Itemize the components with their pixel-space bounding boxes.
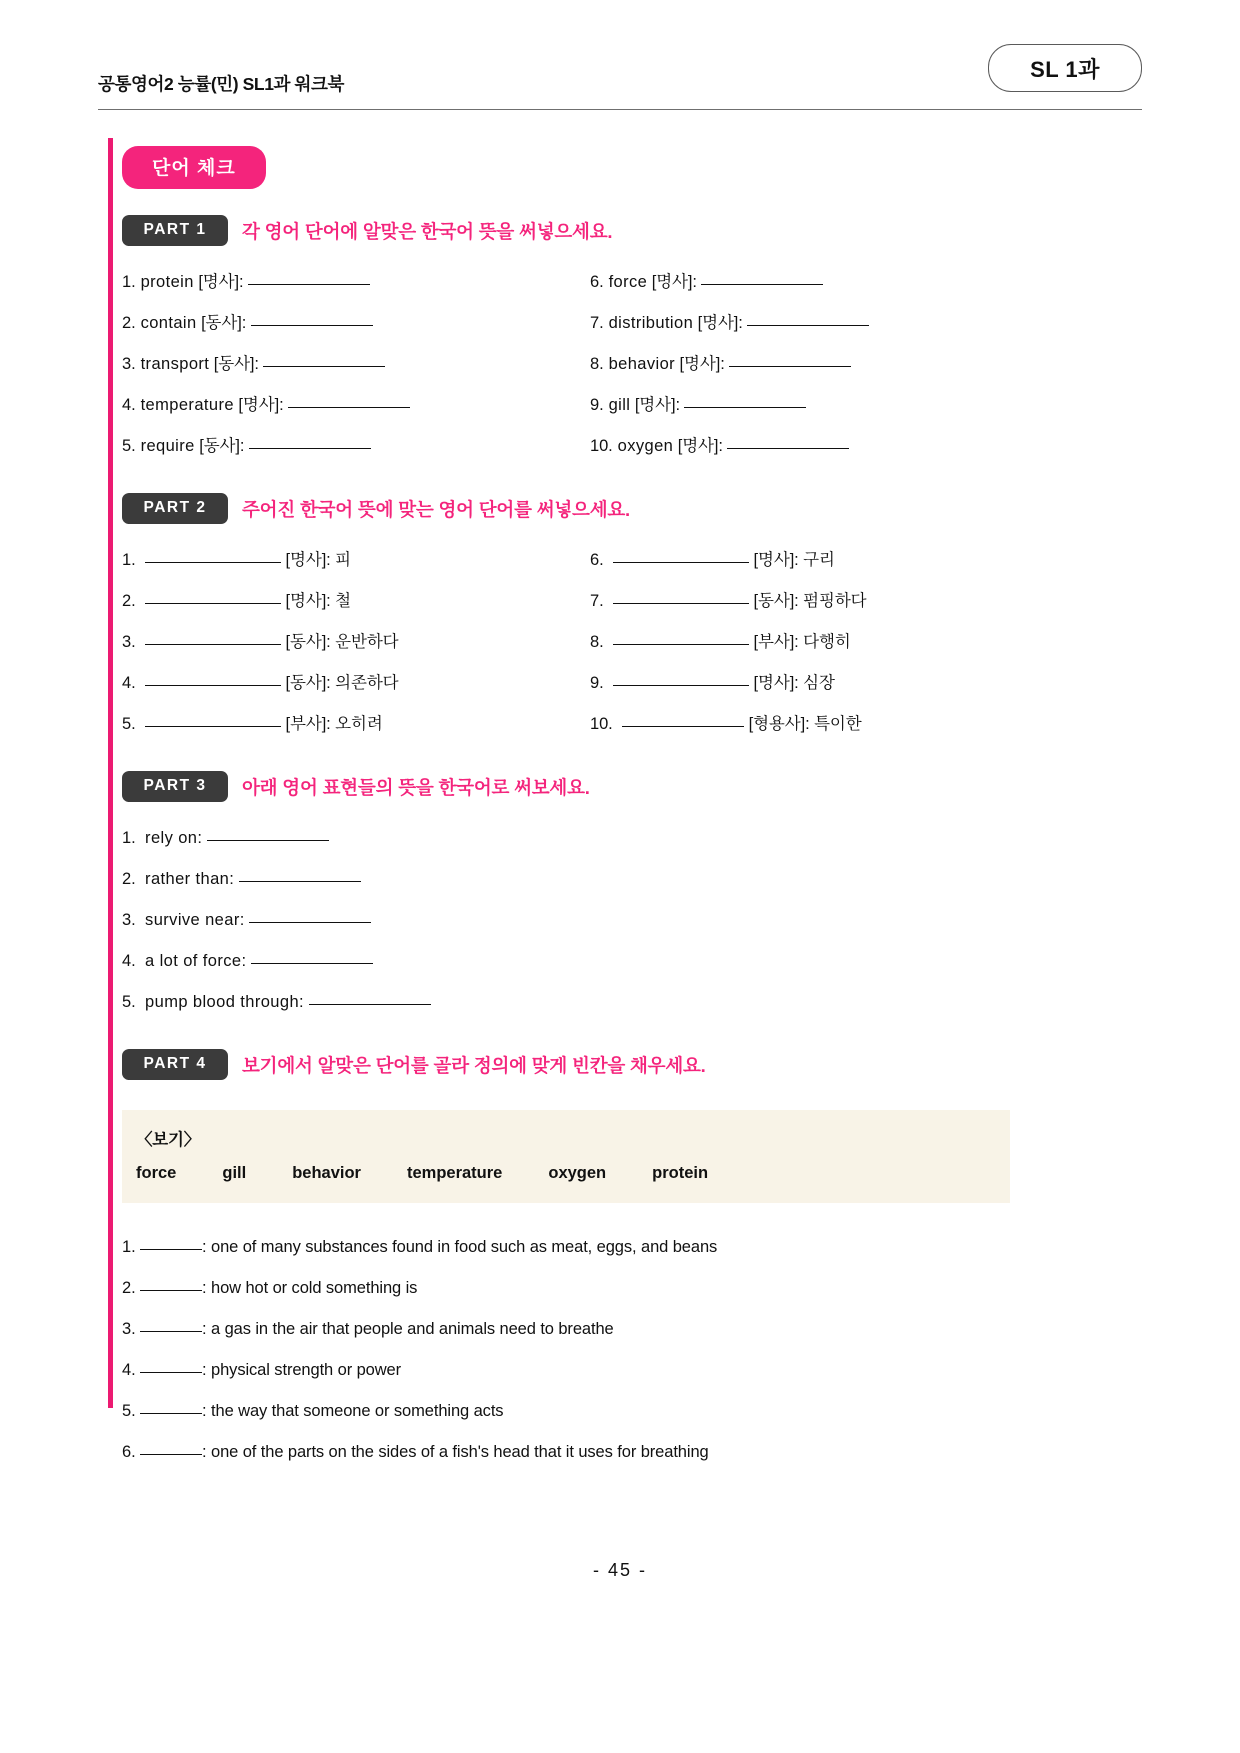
item-number: 4.	[122, 1361, 136, 1379]
word-bank-label: 〈보기〉	[136, 1131, 201, 1149]
item-number: 2.	[122, 592, 136, 610]
item-word: oxygen	[617, 437, 674, 455]
part-1-items	[122, 262, 1142, 467]
part-3-heading	[122, 771, 1142, 802]
item-number: 7.	[590, 314, 604, 332]
part-2-instruction: 주어진 한국어 뜻에 맞는 영어 단어를 써넣으세요.	[242, 498, 631, 520]
part-2-item	[122, 622, 584, 663]
part-1-instruction: 각 영어 단어에 알맞은 한국어 뜻을 써넣으세요.	[242, 220, 613, 242]
item-pos: [형용사]:	[748, 715, 810, 733]
item-pos: [명사]:	[651, 273, 697, 291]
answer-blank[interactable]	[140, 1399, 202, 1414]
definition-item	[122, 1268, 1142, 1309]
part-1-item	[122, 262, 584, 303]
item-number: 5.	[122, 715, 136, 733]
part-2-item	[122, 663, 584, 704]
page-number: - 45 -	[592, 1560, 647, 1580]
item-meaning: 구리	[803, 551, 835, 569]
item-number: 6.	[590, 551, 604, 569]
item-number: 8.	[590, 633, 604, 651]
item-pos: [동사]:	[285, 674, 331, 692]
part-2-item	[122, 704, 584, 745]
item-number: 2.	[122, 1279, 136, 1297]
part-2-item	[590, 581, 1060, 622]
part-1-item	[590, 303, 1060, 344]
item-number: 5.	[122, 1402, 136, 1420]
part-1-item	[590, 426, 1060, 467]
item-meaning: 피	[335, 551, 351, 569]
item-pos: [명사]:	[285, 551, 331, 569]
answer-blank[interactable]	[263, 352, 385, 367]
item-pos: [명사]:	[198, 273, 244, 291]
part-4-definitions	[122, 1227, 1142, 1473]
item-word: protein	[140, 273, 194, 291]
item-number: 1.	[122, 273, 136, 291]
lesson-badge	[988, 44, 1142, 92]
answer-blank[interactable]	[288, 393, 410, 408]
item-number: 3.	[122, 911, 136, 929]
answer-blank[interactable]	[140, 1317, 202, 1332]
word-bank-word: oxygen	[548, 1164, 607, 1182]
item-pos: [부사]:	[753, 633, 799, 651]
item-pos: [명사]:	[679, 355, 725, 373]
answer-blank[interactable]	[613, 548, 749, 563]
item-number: 9.	[590, 674, 604, 692]
item-pos: [명사]:	[753, 674, 799, 692]
part-4-heading	[122, 1049, 1142, 1080]
part-3-item	[122, 941, 1142, 982]
part-1-item	[590, 262, 1060, 303]
part-1-item	[122, 426, 584, 467]
answer-blank[interactable]	[727, 434, 849, 449]
part-2-item	[122, 540, 584, 581]
definition-text: : the way that someone or something acts	[202, 1402, 504, 1420]
item-number: 4.	[122, 674, 136, 692]
item-pos: [동사]:	[199, 437, 245, 455]
part-3-item	[122, 900, 1142, 941]
part-2-items	[122, 540, 1142, 745]
answer-blank[interactable]	[140, 1440, 202, 1455]
part-2-item	[590, 704, 1060, 745]
answer-blank[interactable]	[145, 548, 281, 563]
answer-blank[interactable]	[145, 589, 281, 604]
answer-blank[interactable]	[140, 1276, 202, 1291]
answer-blank[interactable]	[251, 949, 373, 964]
answer-blank[interactable]	[309, 990, 431, 1005]
answer-blank[interactable]	[239, 867, 361, 882]
answer-blank[interactable]	[145, 712, 281, 727]
word-bank-box	[122, 1110, 1010, 1203]
part-1-item	[590, 385, 1060, 426]
item-pos: [동사]:	[753, 592, 799, 610]
word-bank-word-list	[136, 1164, 1010, 1183]
item-word: temperature	[140, 396, 234, 414]
answer-blank[interactable]	[251, 311, 373, 326]
item-number: 1.	[122, 1238, 136, 1256]
part-2-item	[590, 540, 1060, 581]
header-title: 공통영어2 능률(민) SL1과 워크북	[98, 74, 345, 94]
section-title-chip: 단어 체크	[122, 146, 266, 189]
item-phrase: pump blood through:	[145, 993, 305, 1011]
item-word: force	[608, 273, 648, 291]
part-2-item	[590, 663, 1060, 704]
item-number: 3.	[122, 1320, 136, 1338]
definition-text: : a gas in the air that people and animals need to breathe	[202, 1320, 614, 1338]
item-pos: [동사]:	[285, 633, 331, 651]
item-word: transport	[140, 355, 210, 373]
part-3-item	[122, 982, 1142, 1023]
item-pos: [명사]:	[753, 551, 799, 569]
word-bank-word: protein	[652, 1164, 709, 1182]
item-pos: [명사]:	[677, 437, 723, 455]
definition-item	[122, 1350, 1142, 1391]
answer-blank[interactable]	[140, 1235, 202, 1250]
word-bank-word: temperature	[406, 1164, 503, 1182]
item-number: 4.	[122, 952, 136, 970]
item-meaning: 심장	[803, 674, 835, 692]
item-meaning: 오히려	[335, 715, 383, 733]
word-bank-word: gill	[222, 1164, 247, 1182]
answer-blank[interactable]	[207, 826, 329, 841]
word-bank-word: behavior	[292, 1164, 361, 1182]
item-number: 10.	[590, 715, 613, 733]
part-3-item	[122, 859, 1142, 900]
part-1-item	[122, 344, 584, 385]
item-number: 6.	[122, 1443, 136, 1461]
item-word: contain	[140, 314, 197, 332]
part-2-item	[122, 581, 584, 622]
part-2-chip: PART 2	[122, 493, 228, 524]
item-phrase: rely on:	[145, 829, 203, 847]
answer-blank[interactable]	[684, 393, 806, 408]
definition-item	[122, 1227, 1142, 1268]
item-pos: [명사]:	[697, 314, 743, 332]
worksheet-content	[108, 138, 1142, 1473]
item-word: distribution	[608, 314, 694, 332]
answer-blank[interactable]	[729, 352, 851, 367]
part-3-items	[122, 818, 1142, 1023]
item-pos: [동사]:	[201, 314, 247, 332]
item-number: 7.	[590, 592, 604, 610]
definition-item	[122, 1432, 1142, 1473]
item-number: 2.	[122, 870, 136, 888]
item-word: behavior	[608, 355, 676, 373]
lesson-badge-label: SL 1과	[1030, 56, 1100, 82]
part-3-chip: PART 3	[122, 771, 228, 802]
item-meaning: 펌핑하다	[803, 592, 867, 610]
definition-text: : one of the parts on the sides of a fish's head that it uses for breathing	[202, 1443, 709, 1461]
item-meaning: 의존하다	[335, 674, 399, 692]
answer-blank[interactable]	[145, 671, 281, 686]
part-2-item	[590, 622, 1060, 663]
part-3-instruction: 아래 영어 표현들의 뜻을 한국어로 써보세요.	[242, 776, 590, 798]
item-meaning: 특이한	[814, 715, 862, 733]
item-number: 3.	[122, 633, 136, 651]
item-pos: [명사]:	[285, 592, 331, 610]
part-3-item	[122, 818, 1142, 859]
definition-text: : how hot or cold something is	[202, 1279, 418, 1297]
item-phrase: a lot of force:	[145, 952, 247, 970]
part-4-chip: PART 4	[122, 1049, 228, 1080]
answer-blank[interactable]	[613, 589, 749, 604]
part-4-instruction: 보기에서 알맞은 단어를 골라 정의에 맞게 빈칸을 채우세요.	[242, 1054, 706, 1076]
part-1-item	[122, 385, 584, 426]
item-meaning: 운반하다	[335, 633, 399, 651]
item-meaning: 다행히	[803, 633, 851, 651]
part-2-heading	[122, 493, 1142, 524]
item-phrase: rather than:	[145, 870, 235, 888]
item-number: 10.	[590, 437, 613, 455]
answer-blank[interactable]	[145, 630, 281, 645]
answer-blank[interactable]	[747, 311, 869, 326]
answer-blank[interactable]	[140, 1358, 202, 1373]
page-header	[98, 48, 1142, 110]
item-word: gill	[608, 396, 631, 414]
item-number: 3.	[122, 355, 136, 373]
item-number: 1.	[122, 829, 136, 847]
item-number: 5.	[122, 993, 136, 1011]
definition-item	[122, 1309, 1142, 1350]
item-number: 1.	[122, 551, 136, 569]
answer-blank[interactable]	[613, 630, 749, 645]
item-number: 2.	[122, 314, 136, 332]
header-divider	[98, 109, 1142, 111]
item-pos: [부사]:	[285, 715, 331, 733]
answer-blank[interactable]	[248, 270, 370, 285]
part-1-item	[590, 344, 1060, 385]
answer-blank[interactable]	[701, 270, 823, 285]
word-bank-word: force	[136, 1164, 177, 1182]
item-number: 9.	[590, 396, 604, 414]
part-1-heading	[122, 215, 1142, 246]
answer-blank[interactable]	[249, 434, 371, 449]
item-word: require	[140, 437, 195, 455]
answer-blank[interactable]	[622, 712, 744, 727]
part-1-item	[122, 303, 584, 344]
item-pos: [명사]:	[634, 396, 680, 414]
item-phrase: survive near:	[145, 911, 245, 929]
item-number: 6.	[590, 273, 604, 291]
item-pos: [동사]:	[213, 355, 259, 373]
item-number: 4.	[122, 396, 136, 414]
definition-item	[122, 1391, 1142, 1432]
item-number: 8.	[590, 355, 604, 373]
item-pos: [명사]:	[238, 396, 284, 414]
answer-blank[interactable]	[613, 671, 749, 686]
item-meaning: 철	[335, 592, 351, 610]
part-1-chip: PART 1	[122, 215, 228, 246]
definition-text: : physical strength or power	[202, 1361, 402, 1379]
answer-blank[interactable]	[249, 908, 371, 923]
definition-text: : one of many substances found in food such as meat, eggs, and beans	[202, 1238, 718, 1256]
item-number: 5.	[122, 437, 136, 455]
